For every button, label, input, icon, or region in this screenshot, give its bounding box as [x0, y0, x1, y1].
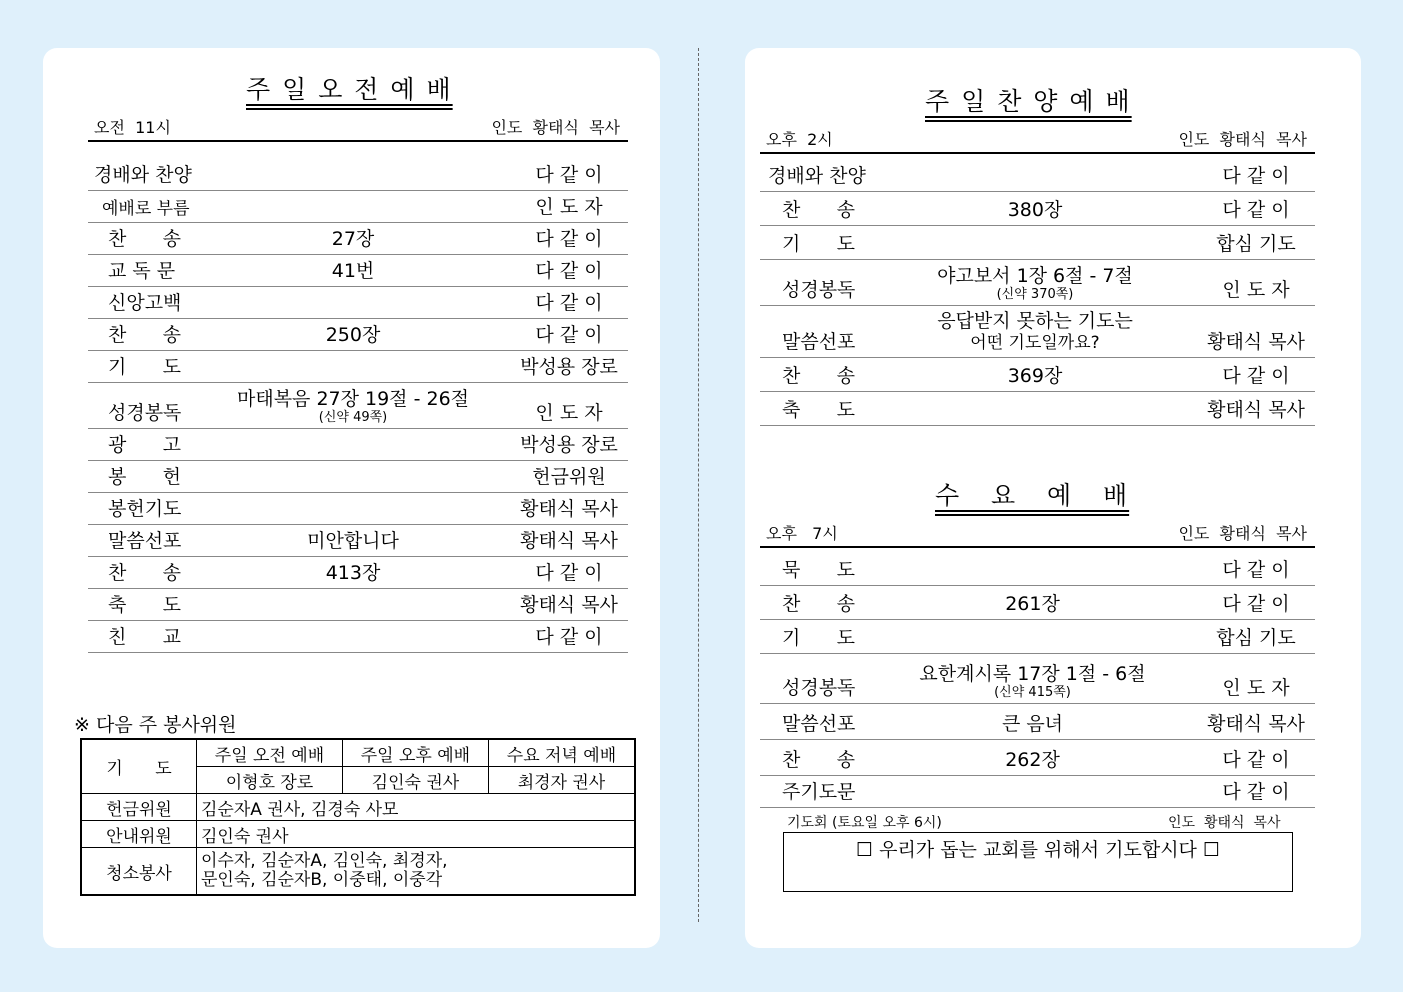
order-leader: 황태식 목사	[1207, 713, 1305, 735]
order-item: 찬 송	[782, 749, 855, 771]
order-content-text: 261장	[1005, 593, 1060, 615]
order-item: 신앙고백	[108, 292, 182, 314]
order-item: 찬 송	[782, 365, 855, 387]
order-content-text: 369장	[1007, 365, 1063, 387]
order-content-line2: 어떤 기도일까요?	[970, 333, 1100, 353]
order-leader: 다 같 이	[1222, 749, 1290, 771]
order-leader: 다 같 이	[535, 626, 603, 648]
order-item: 경배와 찬양	[94, 164, 192, 186]
order-leader: 다 같 이	[535, 292, 603, 314]
order-item: 말씀선포	[782, 331, 856, 353]
morning-service-time: 오전 11시	[94, 118, 171, 137]
order-row	[88, 620, 628, 653]
order-leader: 인 도 자	[535, 196, 603, 218]
order-content-text: 마태복음 27장 19절 - 26절	[236, 388, 470, 410]
order-row	[760, 739, 1315, 776]
prayer-meeting-leader: 인도 황태식 목사	[1168, 815, 1281, 831]
order-leader: 황태식 목사	[1207, 331, 1305, 353]
order-item: 말씀선포	[108, 530, 182, 552]
wednesday-service-leader: 인도 황태식 목사	[1178, 524, 1307, 543]
order-row	[88, 318, 628, 351]
order-item: 친 교	[108, 626, 181, 648]
order-leader: 인 도 자	[535, 402, 603, 424]
order-leader: 합심 기도	[1216, 233, 1296, 255]
morning-service-leader: 인도 황태식 목사	[491, 118, 620, 137]
cleaning-names-line1: 이수자, 김순자A, 김인숙, 최경자,	[201, 851, 448, 871]
order-item: 묵 도	[782, 559, 855, 581]
order-leader: 박성용 장로	[520, 434, 618, 456]
table-row	[81, 739, 635, 767]
order-content	[223, 526, 483, 553]
cleaning-label: 청소봉사	[81, 848, 197, 896]
order-leader: 다 같 이	[1222, 781, 1290, 803]
order-content	[910, 310, 1160, 354]
order-item: 찬 송	[782, 593, 855, 615]
table-row	[81, 848, 635, 896]
order-item: 기 도	[782, 627, 855, 649]
order-item: 예배로 부름	[102, 199, 190, 219]
order-item: 광 고	[108, 434, 181, 456]
order-content-text: 380장	[1007, 199, 1063, 221]
order-leader: 다 같 이	[1222, 559, 1290, 581]
order-content-text: 미안합니다	[307, 530, 399, 552]
prayer-label: 기 도	[81, 739, 197, 794]
cleaning-names-line2: 문인숙, 김순자B, 이중태, 이중각	[201, 870, 443, 890]
order-leader: 다 같 이	[535, 260, 603, 282]
column-header: 주일 오전 예배	[197, 739, 343, 767]
order-leader: 다 같 이	[1222, 165, 1290, 187]
order-content-text: 응답받지 못하는 기도는	[937, 310, 1133, 332]
order-leader: 황태식 목사	[520, 530, 618, 552]
order-item: 기 도	[108, 356, 181, 378]
prayer-request-box	[783, 832, 1293, 892]
order-item: 교 독 문	[108, 260, 176, 282]
prayer-name: 이형호 장로	[197, 767, 343, 794]
order-content	[900, 589, 1165, 616]
order-leader: 황태식 목사	[520, 594, 618, 616]
order-leader: 다 같 이	[1222, 365, 1290, 387]
order-item: 주기도문	[782, 781, 856, 803]
order-row	[88, 556, 628, 589]
order-leader: 다 같 이	[535, 324, 603, 346]
wednesday-service-time: 오후 7시	[766, 524, 838, 543]
order-content-text: 413장	[325, 562, 381, 584]
order-item: 찬 송	[782, 199, 855, 221]
order-content	[900, 659, 1165, 700]
order-row	[88, 158, 628, 191]
order-row	[88, 492, 628, 525]
morning-service-header	[88, 118, 628, 142]
order-content	[223, 384, 483, 425]
usher-label: 안내위원	[81, 821, 197, 848]
order-item: 찬 송	[108, 562, 181, 584]
order-leader: 다 같 이	[535, 228, 603, 250]
order-content	[223, 558, 483, 585]
cleaning-names	[197, 848, 636, 896]
order-leader: 인 도 자	[1222, 677, 1290, 699]
table-row	[81, 821, 635, 848]
order-leader: 황태식 목사	[520, 498, 618, 520]
order-content	[910, 261, 1160, 302]
order-leader: 황태식 목사	[1207, 399, 1305, 421]
order-row	[760, 191, 1315, 226]
order-content-note: (신약 49쪽)	[318, 410, 388, 425]
order-item: 축 도	[108, 594, 181, 616]
order-item: 성경봉독	[782, 279, 856, 301]
order-leader: 다 같 이	[1222, 593, 1290, 615]
order-leader: 다 같 이	[535, 562, 603, 584]
order-row	[760, 585, 1315, 620]
order-row	[88, 460, 628, 493]
order-item: 성경봉독	[782, 677, 856, 699]
next-week-volunteers-heading: ※ 다음 주 봉사위원	[74, 714, 237, 736]
order-row	[88, 190, 628, 223]
order-item: 축 도	[782, 399, 855, 421]
order-item: 경배와 찬양	[768, 165, 866, 187]
order-content	[910, 195, 1160, 222]
order-content	[223, 256, 483, 283]
order-leader: 박성용 장로	[520, 356, 618, 378]
prayer-name: 최경자 권사	[488, 767, 635, 794]
order-content	[223, 320, 483, 347]
order-item: 봉헌기도	[108, 498, 182, 520]
order-leader: 합심 기도	[1216, 627, 1296, 649]
order-content-text: 250장	[325, 324, 381, 346]
column-header: 주일 오후 예배	[342, 739, 488, 767]
order-row	[760, 305, 1315, 358]
offering-label: 헌금위원	[81, 794, 197, 821]
order-row	[88, 350, 628, 383]
order-content	[900, 709, 1165, 736]
order-row	[88, 588, 628, 621]
praise-service-header	[760, 130, 1315, 154]
order-content-text: 큰 음녀	[1001, 713, 1064, 735]
order-content-text: 262장	[1005, 749, 1060, 771]
order-item: 기 도	[782, 233, 855, 255]
order-item: 찬 송	[108, 324, 181, 346]
order-content	[910, 361, 1160, 388]
order-row	[760, 551, 1315, 586]
order-leader: 헌금위원	[532, 466, 606, 488]
order-content-text: 요한계시록 17장 1절 - 6절	[919, 663, 1146, 685]
order-leader: 인 도 자	[1222, 279, 1290, 301]
order-content-text: 야고보서 1장 6절 - 7절	[937, 265, 1133, 287]
order-item: 찬 송	[108, 228, 181, 250]
fold-divider	[698, 48, 699, 922]
order-content-text: 41번	[331, 260, 375, 282]
order-row	[760, 157, 1315, 192]
order-row	[760, 703, 1315, 740]
order-content-note: (신약 370쪽)	[996, 287, 1074, 302]
order-row	[88, 222, 628, 255]
volunteers-table	[80, 738, 636, 896]
order-row	[760, 775, 1315, 808]
order-leader: 다 같 이	[535, 164, 603, 186]
praise-service-leader: 인도 황태식 목사	[1178, 130, 1307, 149]
order-content	[900, 745, 1165, 772]
order-item: 말씀선포	[782, 713, 856, 735]
wednesday-service-header	[760, 524, 1315, 548]
order-content-note: (신약 415쪽)	[994, 685, 1071, 700]
order-row	[88, 254, 628, 287]
order-row	[88, 524, 628, 557]
order-content	[223, 224, 483, 251]
order-row	[760, 391, 1315, 426]
prayer-meeting-time: 기도회 (토요일 오후 6시)	[787, 815, 942, 831]
offering-names: 김순자A 권사, 김경숙 사모	[197, 794, 636, 821]
order-row	[760, 619, 1315, 654]
table-row	[81, 794, 635, 821]
usher-names: 김인숙 권사	[197, 821, 636, 848]
order-row	[760, 357, 1315, 392]
column-header: 수요 저녁 예배	[488, 739, 635, 767]
order-row	[88, 428, 628, 461]
order-item: 봉 헌	[108, 466, 181, 488]
order-row	[760, 259, 1315, 306]
order-content-text: 27장	[331, 228, 375, 250]
prayer-request-text: ☐ 우리가 돕는 교회를 위해서 기도합시다 ☐	[856, 839, 1220, 861]
order-item: 성경봉독	[108, 402, 182, 424]
praise-service-time: 오후 2시	[766, 130, 833, 149]
praise-service-title: 주 일 찬 양 예 배	[925, 87, 1132, 116]
order-row	[88, 286, 628, 319]
order-leader: 다 같 이	[1222, 199, 1290, 221]
wednesday-service-title: 수 요 예 배	[935, 481, 1130, 510]
prayer-name: 김인숙 권사	[342, 767, 488, 794]
morning-service-title: 주 일 오 전 예 배	[246, 75, 453, 104]
order-row	[88, 382, 628, 429]
order-row	[760, 653, 1315, 704]
order-row	[760, 225, 1315, 260]
